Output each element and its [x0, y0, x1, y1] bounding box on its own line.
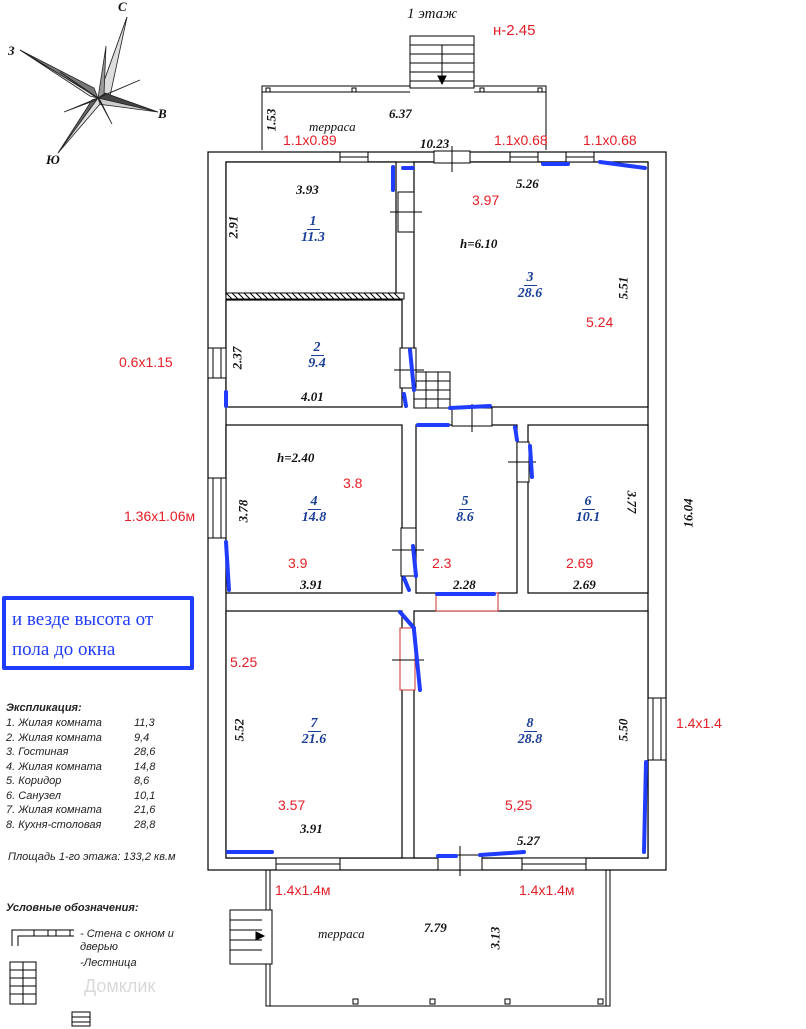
room-2-number: 2 — [311, 340, 324, 356]
room-6-label — [568, 494, 608, 525]
room6-note: 2.69 — [566, 555, 594, 571]
legend-wall-symbol — [10, 930, 90, 1026]
dim-r8-width: 5.27 — [517, 833, 540, 848]
legend-item — [6, 774, 196, 789]
legend-item — [6, 716, 196, 731]
room5-note: 2.3 — [432, 555, 452, 571]
room-4-number: 4 — [308, 494, 321, 510]
room-8-number: 8 — [524, 716, 537, 732]
room-1-area: 11.3 — [301, 230, 325, 245]
dim-r3-width: 5.26 — [516, 176, 539, 191]
terrace-bottom-label: терраса — [318, 926, 365, 941]
room3-height: h=6.10 — [460, 236, 498, 251]
room-7-label — [294, 716, 334, 747]
legend-item-label: 6. Санузел — [6, 789, 61, 802]
window-note-top-1: 1.1x0.89 — [283, 132, 337, 148]
legend-item-value: 8,6 — [134, 775, 150, 787]
window-note-left-4: 1.36x1.06м — [124, 508, 196, 524]
room-4-label — [294, 494, 334, 525]
compass-north-label: С — [118, 0, 127, 14]
dim-r6-height: 3.77 — [624, 490, 640, 514]
room-2-area: 9.4 — [308, 356, 326, 371]
legend-item-value: 10,1 — [134, 789, 156, 802]
dim-r1-height: 2.91 — [225, 215, 241, 239]
dim-r7-width: 3.91 — [300, 821, 323, 836]
legend-item-value: 11,3 — [134, 717, 155, 729]
room4-note-b: 3.9 — [288, 555, 308, 571]
window-note-top-2: 1.1x0.68 — [494, 132, 548, 148]
room-7-area: 21.6 — [301, 732, 327, 747]
symbols-title: Условные обозначения: — [6, 902, 139, 914]
room-6-number: 6 — [582, 494, 595, 510]
room-3-number: 3 — [524, 270, 537, 286]
room-3-label — [510, 270, 550, 301]
room3-note-b: 5.24 — [586, 314, 614, 330]
symbol-wall-label: - Стена с окном и дверью — [80, 928, 174, 953]
room3-note-a: 3.97 — [472, 192, 500, 208]
room8-note: 5,25 — [505, 797, 533, 813]
legend-item-value: 28,8 — [134, 818, 156, 831]
dim-r2-height: 2.37 — [229, 346, 245, 370]
terrace-bottom-width: 7.79 — [424, 920, 447, 935]
legend-item-value: 28,6 — [134, 746, 156, 758]
symbol-stairs-label: -Лестница — [80, 957, 137, 969]
room-2-label — [297, 340, 337, 371]
window-note-top-3: 1.1x0.68 — [583, 132, 637, 148]
terrace-top-width: 6.37 — [389, 106, 412, 121]
height-note-box: и везде высота от пола до окна — [2, 596, 194, 670]
compass-west-label: З — [8, 43, 15, 58]
room-8-label — [510, 716, 550, 747]
dim-r5-width: 2.28 — [453, 577, 476, 592]
legend-item-value: 9,4 — [134, 731, 150, 744]
entrance-stairs-bottom — [230, 910, 272, 964]
floor-area-total: Площадь 1-го этажа: 133,2 кв.м — [8, 851, 176, 863]
room7-note-b: 3.57 — [278, 797, 306, 813]
legend-item — [6, 789, 196, 804]
legend-item-value: 14,8 — [134, 760, 156, 773]
legend-item — [6, 760, 196, 775]
compass-east-label: В — [158, 106, 167, 121]
terrace-bottom-depth: 3.13 — [487, 926, 503, 950]
compass-rose-icon — [20, 17, 158, 153]
legend-title: Экспликация: — [6, 702, 82, 714]
dim-r8-height: 5.50 — [615, 718, 631, 742]
legend-item-label: 3. Гостиная — [6, 746, 69, 758]
room-3-area: 28.6 — [517, 286, 543, 301]
legend-item-label: 8. Кухня-столовая — [6, 818, 102, 831]
hatched-partition — [226, 293, 404, 299]
dim-r6-width: 2.69 — [573, 577, 596, 592]
room-1-label — [293, 214, 333, 245]
internal-stairs — [414, 372, 450, 408]
legend-item-label: 1. Жилая комната — [6, 717, 102, 729]
watermark: Домклик — [84, 976, 156, 996]
dim-r1-width: 3.93 — [296, 182, 319, 197]
legend-item — [6, 818, 196, 833]
legend-item — [6, 803, 196, 818]
entrance-stairs-top — [410, 36, 474, 88]
room-4-area: 14.8 — [301, 510, 327, 525]
room-5-number: 5 — [459, 494, 472, 510]
dim-r7-height: 5.52 — [231, 718, 247, 742]
legend-item-label: 7. Жилая комната — [6, 804, 102, 816]
compass-south-label: Ю — [46, 152, 60, 167]
window-note-bottom-2: 1.4x1.4м — [519, 882, 575, 898]
legend-item-label: 5. Коридор — [6, 775, 62, 787]
room7-note-a: 5.25 — [230, 654, 258, 670]
window-note-bottom-1: 1.4x1.4м — [275, 882, 331, 898]
room-5-label — [445, 494, 485, 525]
room-1-number: 1 — [307, 214, 320, 230]
dim-r4-width: 3.91 — [300, 577, 323, 592]
room4-note-a: 3.8 — [343, 475, 363, 491]
room-7-number: 7 — [308, 716, 321, 732]
legend-item — [6, 731, 196, 746]
dim-r4-height: 3.78 — [235, 499, 251, 523]
floor-title: 1 этаж — [407, 6, 458, 22]
dim-r2-width: 4.01 — [301, 389, 324, 404]
dim-r3-height: 5.51 — [615, 276, 631, 300]
legend-item — [6, 745, 196, 760]
room-5-area: 8.6 — [456, 510, 474, 525]
terrace-top-label: терраса — [309, 119, 356, 134]
room-8-area: 28.8 — [517, 732, 543, 747]
dim-total-height: 16.04 — [680, 498, 696, 528]
legend-item-value: 21,6 — [134, 804, 156, 816]
room-6-area: 10.1 — [575, 510, 601, 525]
legend-item-label: 4. Жилая комната — [6, 760, 102, 773]
legend-item-label: 2. Жилая комната — [6, 731, 102, 744]
window-note-left-2: 0.6x1.15 — [119, 354, 173, 370]
room4-height: h=2.40 — [277, 450, 315, 465]
explication-legend — [6, 702, 196, 832]
terrace-top-depth: 1.53 — [263, 108, 279, 132]
level-mark: н-2.45 — [493, 22, 536, 39]
dim-top-total: 10.23 — [420, 136, 450, 151]
window-note-right-8: 1.4x1.4 — [676, 715, 722, 731]
